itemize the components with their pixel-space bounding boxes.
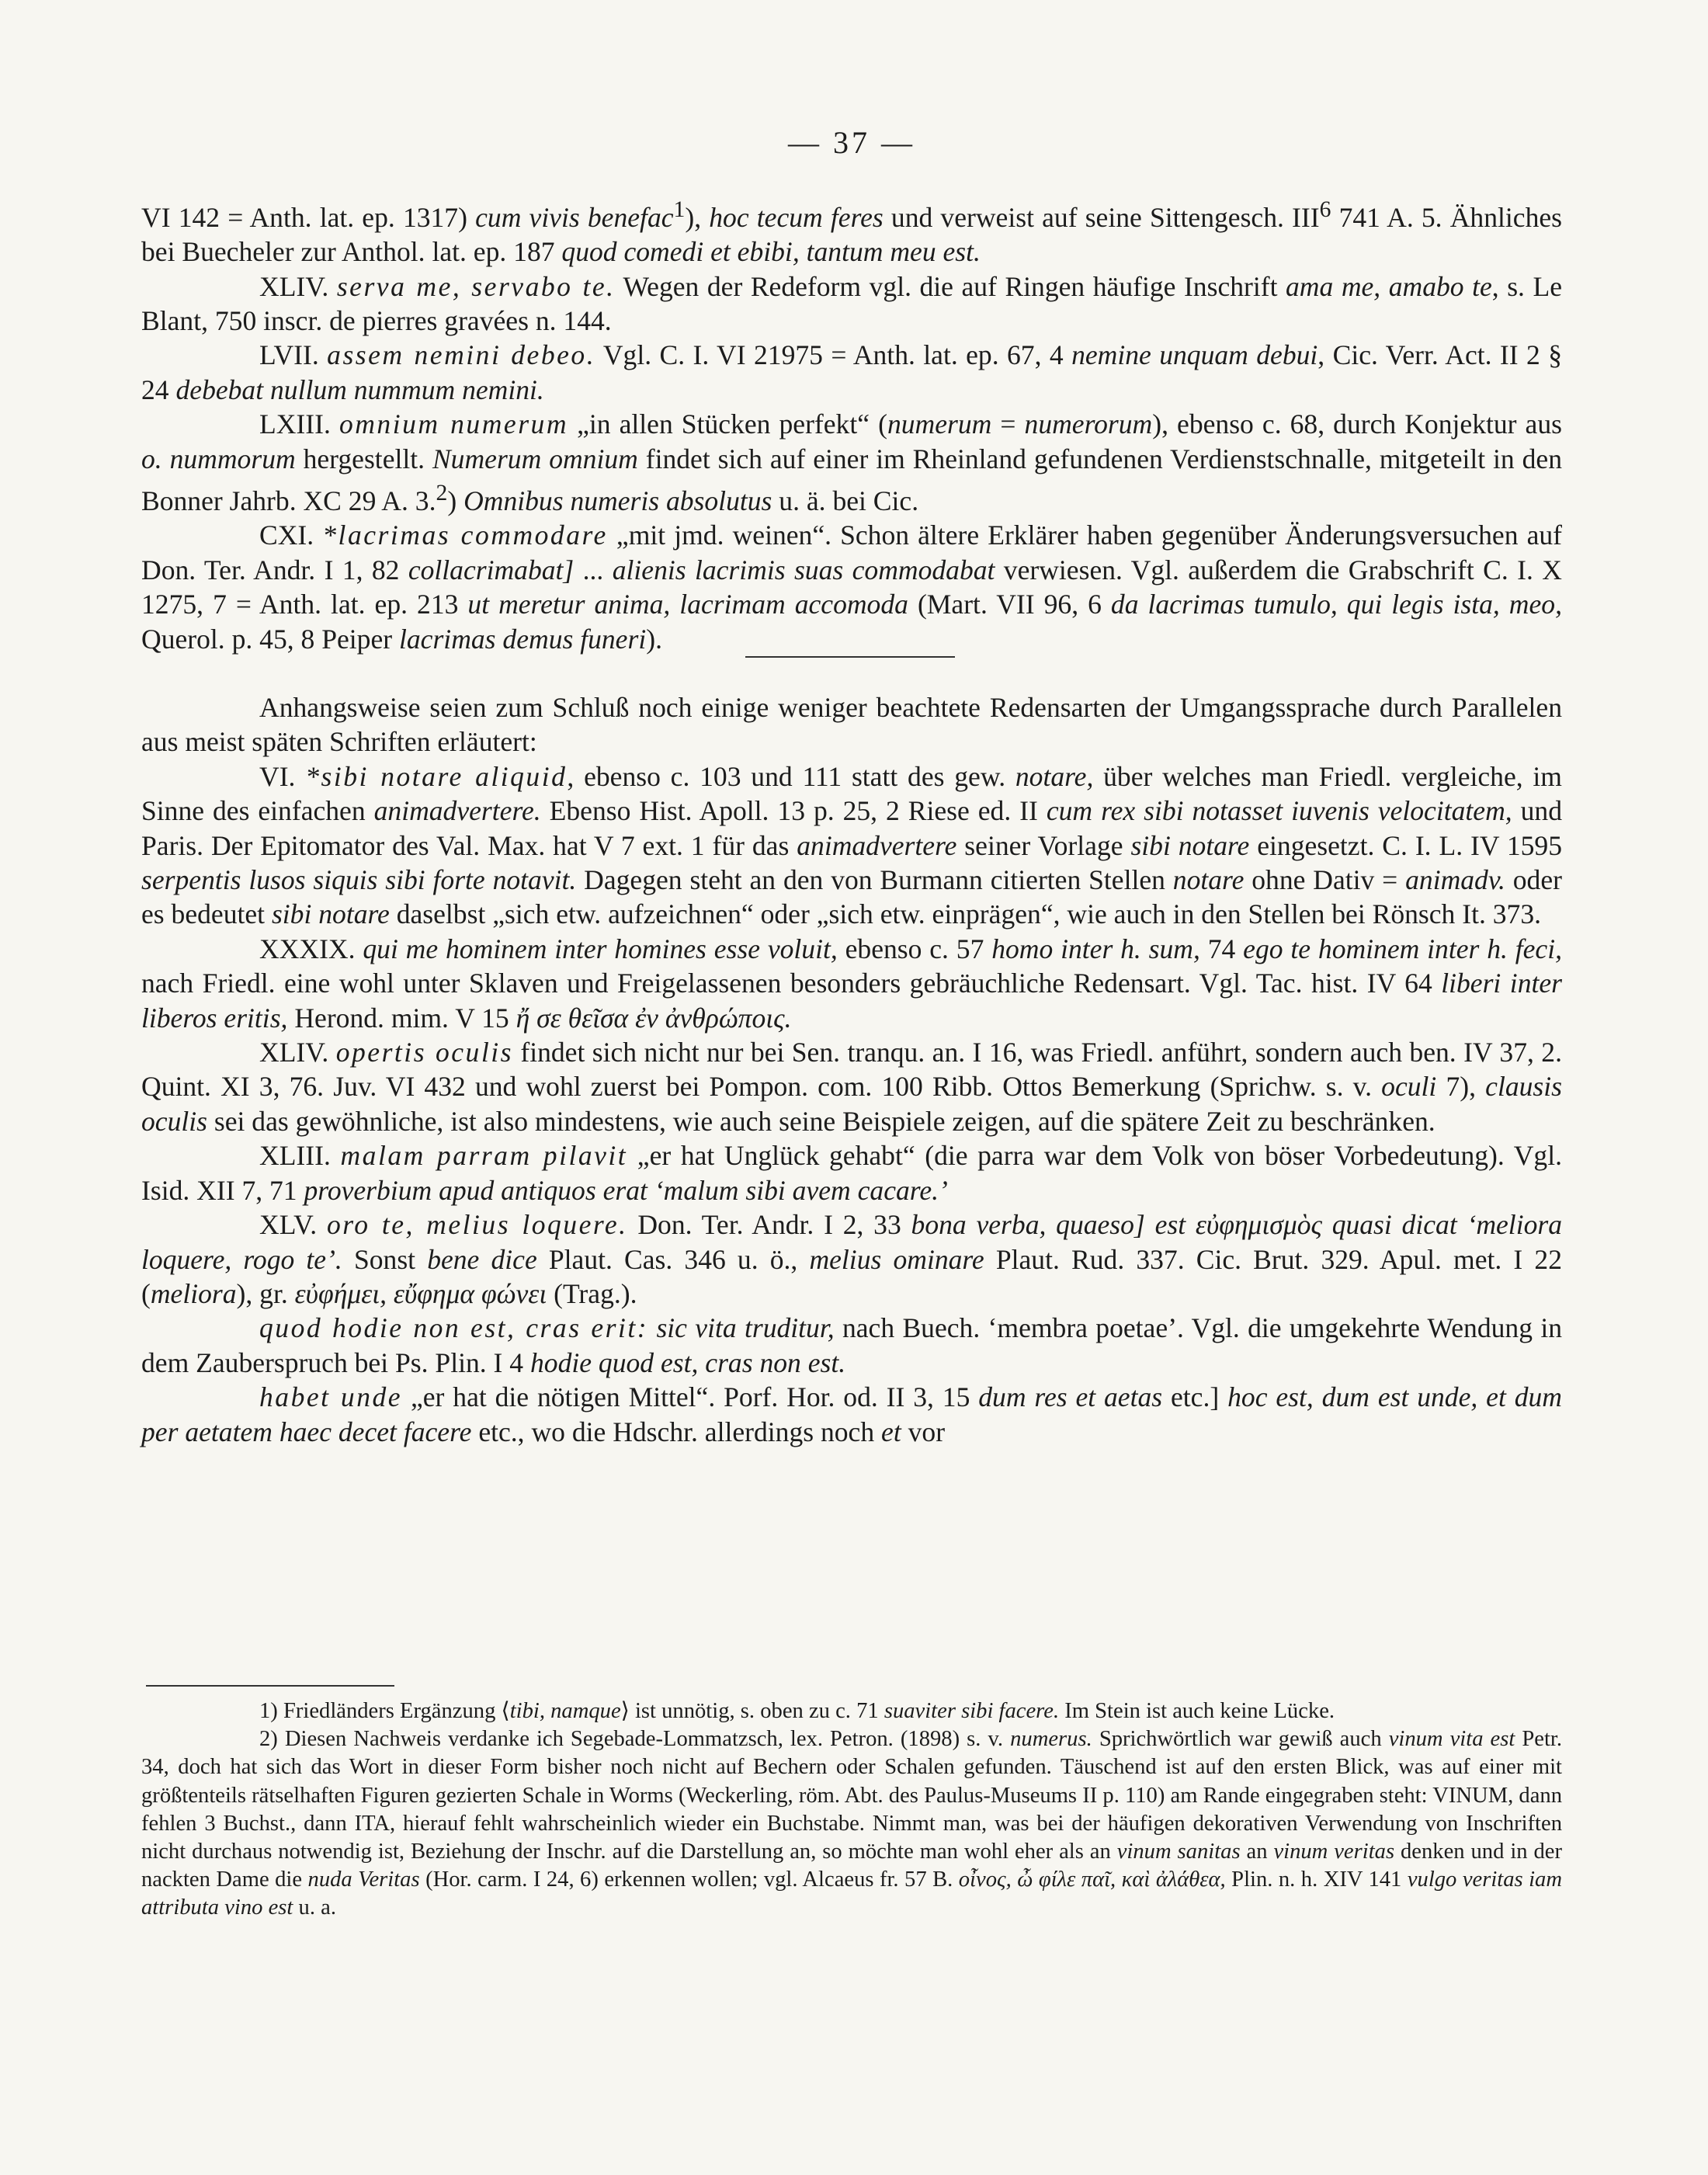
paragraph: XLIII. malam parram pilavit „er hat Unglück gehabt“ (die parra war dem Volk von böser Vorbedeutung). Vgl. Isid. XII 7, 71 proverbium apud antiquos erat ‘malum sibi avem cacare.’ (141, 1140, 1562, 1206)
footnote: 2) Diesen Nachweis verdanke ich Segebade-Lommatzsch, lex. Petron. (1898) s. v. numerus. Sprichwörtlich war gewiß auch vinum vita est Petr. 34, doch hat sich das Wort in dieser Form bisher noch nicht auf Bechern oder Schalen gefunden. Täuschend ist auf den ersten Blick, was auf einer mit größtenteils rätselhaften Figuren gezierten Schale in Worms (Weckerling, röm. Abt. des Paulus-Museums II p. 110) am Rande eingegraben steht: VINUM, dann fehlen 3 Buchst., dann ITA, hierauf fehlt wahrscheinlich wieder ein Buchstabe. Nimmt man, was bei der häufigen dekorativen Verwendung von Inschriften nicht durchaus notwendig ist, Beziehung der Inschr. auf die Darstellung an, so möchte man wohl eher als an vinum sanitas an vinum veritas denken und in der nackten Dame die nuda Veritas (Hor. carm. I 24, 6) erkennen wollen; vgl. Alcaeus fr. 57 B. οἶνος, ὦ φίλε παῖ, καὶ ἀλάθεα, Plin. n. h. XIV 141 vulgo veritas iam attributa vino est u. a. (141, 1727, 1563, 1920)
paragraph: quod hodie non est, cras erit: sic vita truditur, nach Buech. ‘membra poetae’. Vgl. die umgekehrte Wendung in dem Zauberspruch bei Ps. Plin. I 4 hodie quod est, cras non est. (141, 1312, 1562, 1378)
paragraph: LXIII. omnium numerum „in allen Stücken perfekt“ (numerum = numerorum), ebenso c. 68, durch Konjektur aus o. nummorum hergestellt. Numerum omnium findet sich auf einer im Rheinland gefundenen Verdienstschnalle, mitgeteilt in den Bonner Jahrb. XC 29 A. 3.$^2$) Omnibus numeris absolutus u. ä. bei Cic. (141, 408, 1563, 516)
footnote-divider (146, 1685, 394, 1687)
page-number: — 37 — (788, 125, 915, 160)
footnotes (141, 1697, 1562, 1923)
paragraph: XLV. oro te, melius loquere. Don. Ter. Andr. I 2, 33 bona verba, quaeso] est εὐφημισμὸς quasi dicat ‘meliora loquere, rogo te’. Sonst bene dice Plaut. Cas. 346 u. ö., melius ominare Plaut. Rud. 337. Cic. Brut. 329. Apul. met. I 22 (meliora), gr. εὐφήμει, εὔφημα φώνει (Trag.). (141, 1209, 1562, 1309)
main-text (141, 193, 1562, 1449)
paragraph: LVII. assem nemini debeo. Vgl. C. I. VI 21975 = Anth. lat. ep. 67, 4 nemine unquam debui, Cic. Verr. Act. II 2 § 24 debebat nullum nummum nemini. (141, 339, 1562, 405)
footnote: 1) Friedländers Ergänzung ⟨tibi, namque⟩ ist unnötig, s. oben zu c. 71 suaviter sibi facere. Im Stein ist auch keine Lücke. (259, 1699, 1335, 1723)
paragraph: Anhangsweise seien zum Schluß noch einige weniger beachtete Redensarten der Umgangssprache durch Parallelen aus meist späten Schriften erläutert: (141, 692, 1562, 758)
paragraph: XLIV. opertis oculis findet sich nicht nur bei Sen. tranqu. an. I 16, was Friedl. anführt, sondern auch ben. IV 37, 2. Quint. XI 3, 76. Juv. VI 432 und wohl zuerst bei Pompon. com. 100 Ribb. Ottos Bemerkung (Sprichw. s. v. oculi 7), clausis oculis sei das gewöhnliche, ist also mindestens, wie auch seine Beispiele zeigen, auf die spätere Zeit zu beschränken. (141, 1037, 1562, 1137)
paragraph: XLIV. serva me, servabo te. Wegen der Redeform vgl. die auf Ringen häufige Inschrift ama me, amabo te, s. Le Blant, 750 inscr. de pierres gravées n. 144. (141, 270, 1562, 337)
paragraph: habet unde „er hat die nötigen Mittel“. Porf. Hor. od. II 3, 15 dum res et aetas etc.] hoc est, dum est unde, et dum per aetatem haec decet facere etc., wo die Hdschr. allerdings noch et vor (141, 1381, 1562, 1447)
paragraph: VI. *sibi notare aliquid, ebenso c. 103 und 111 statt des gew. notare, über welches man Friedl. vergleiche, im Sinne des einfachen animadvertere. Ebenso Hist. Apoll. 13 p. 25, 2 Riese ed. II cum rex sibi notasset iuvenis velocitatem, und Paris. Der Epitomator des Val. Max. hat V 7 ext. 1 für das animadvertere seiner Vorlage sibi notare eingesetzt. C. I. L. IV 1595 serpentis lusos siquis sibi forte notavit. Dagegen steht an den von Burmann citierten Stellen notare ohne Dativ = animadv. oder es bedeutet sibi notare daselbst „sich etw. aufzeichnen“ oder „sich etw. einprägen“, wie auch in den Stellen bei Rönsch It. 373. (141, 760, 1562, 930)
section-gap (141, 658, 1562, 690)
paragraph: CXI. *lacrimas commodare „mit jmd. weinen“. Schon ältere Erklärer haben gegenüber Änderungsversuchen auf Don. Ter. Andr. I 1, 82 collacrimabat] ... alienis lacrimis suas commodabat verwiesen. Vgl. außerdem die Grabschrift C. I. X 1275, 7 = Anth. lat. ep. 213 ut meretur anima, lacrimam accomoda (Mart. VII 96, 6 da lacrimas tumulo, qui legis ista, meo, Querol. p. 45, 8 Peiper lacrimas demus funeri). (141, 519, 1563, 655)
paragraph: XXXIX. qui me hominem inter homines esse voluit, ebenso c. 57 homo inter h. sum, 74 ego te hominem inter h. feci, nach Friedl. eine wohl unter Sklaven und Freigelassenen besonders gebräuchliche Redensart. Vgl. Tac. hist. IV 64 liberi inter liberos eritis, Herond. mim. V 15 ἤ σε θεῖσα ἐν ἀνθρώποις. (141, 933, 1563, 1034)
paragraph: VI 142 = Anth. lat. ep. 1317) cum vivis benefac$^1$), hoc tecum feres und verweist auf seine Sittengesch. III$^6$ 741 A. 5. Ähnliches bei Buecheler zur Anthol. lat. ep. 187 quod comedi et ebibi, tantum meu est. (141, 197, 1562, 268)
